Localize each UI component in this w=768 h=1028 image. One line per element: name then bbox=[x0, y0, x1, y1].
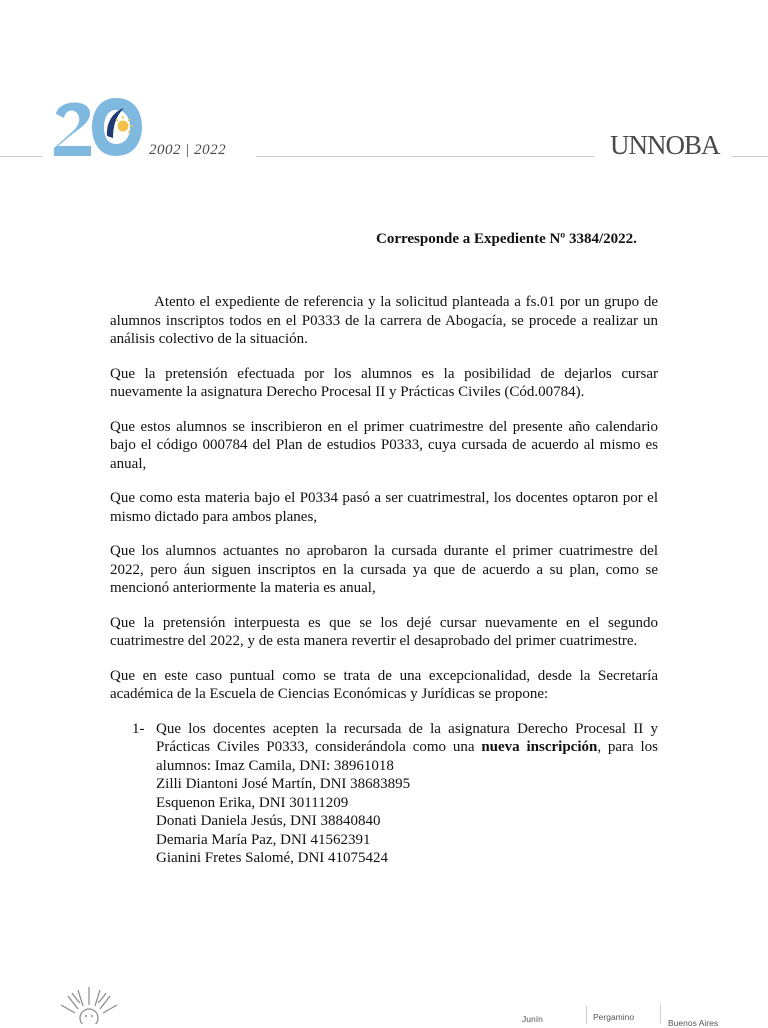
footer-separator bbox=[660, 1004, 661, 1024]
student-entry: Esquenon Erika, DNI 30111209 bbox=[156, 794, 349, 811]
item-text-after: , para los alumnos: Imaz Camila, DNI: 38961018 bbox=[156, 739, 658, 774]
university-brand: UNNOBA bbox=[610, 130, 720, 160]
footer-city-pergamino: Pergamino bbox=[593, 1012, 635, 1022]
paragraph: Que la pretensión efectuada por los alumnos es la posibilidad de dejarlos cursar nuevamente la asignatura Derecho Procesal II y Prácticas Civiles (Cód.00784). bbox=[110, 365, 658, 400]
anniversary-years: 2002 | 2022 bbox=[149, 142, 227, 158]
anniversary-20-logo bbox=[50, 96, 145, 158]
header-rule-right bbox=[732, 156, 768, 157]
footer-separator bbox=[586, 1006, 587, 1024]
student-entry: Donati Daniela Jesús, DNI 38840840 bbox=[156, 813, 381, 829]
sun-emblem-icon bbox=[58, 985, 120, 1024]
paragraph: Que estos alumnos se inscribieron en el primer cuatrimestre del presente año calendario bajo el código 000784 del Plan de estudios P0333, cuya cursada de acuerdo al mismo es anual, bbox=[110, 418, 658, 472]
item-number: 1- bbox=[132, 720, 145, 737]
item-text bbox=[156, 720, 658, 776]
student-entry: Zilli Diantoni José Martín, DNI 38683895 bbox=[156, 776, 411, 792]
paragraph: Que en este caso puntual como se trata de una excepcionalidad, desde la Secretaría académica de la Escuela de Ciencias Económicas y Jurídicas se propone: bbox=[110, 667, 658, 702]
document-body bbox=[110, 293, 658, 868]
header-rule-left bbox=[0, 156, 42, 157]
item-text-before: Que los docentes acepten la recursada de la asignatura Derecho Procesal II y Prácticas Civiles P0333, considerándola como una bbox=[156, 720, 658, 755]
numbered-item bbox=[110, 720, 658, 868]
expediente-reference: Corresponde a Expediente Nº 3384/2022. bbox=[376, 231, 637, 247]
item-text-bold: nueva inscripción bbox=[481, 739, 598, 755]
header-rule-middle bbox=[256, 156, 594, 157]
student-entry: Gianini Fretes Salomé, DNI 41075424 bbox=[156, 850, 389, 866]
paragraph: Que los alumnos actuantes no aprobaron la cursada durante el primer cuatrimestre del 2022, pero áun siguen inscriptos en la cursada ya que de acuerdo a su plan, como se mencionó anteriormente la materia es anual, bbox=[110, 543, 658, 596]
footer-city-junin: Junín bbox=[522, 1014, 543, 1024]
paragraph: Que la pretensión interpuesta es que se los dejé cursar nuevamente en el segundo cuatrimestre del 2022, y de esta manera revertir el desaprobado del primer cuatrimestre. bbox=[110, 614, 658, 649]
student-entry: Demaria María Paz, DNI 41562391 bbox=[156, 831, 371, 848]
paragraph: Que como esta materia bajo el P0334 pasó a ser cuatrimestral, los docentes optaron por el mismo dictado para ambos planes, bbox=[110, 490, 658, 525]
paragraph: Atento el expediente de referencia y la solicitud planteada a fs.01 por un grupo de alumnos inscriptos todos en el P0333 de la carrera de Abogacía, se procede a realizar un análisis colectivo de la situación. bbox=[110, 294, 658, 347]
footer-city-buenos-aires: Buenos Aires bbox=[668, 1018, 719, 1028]
